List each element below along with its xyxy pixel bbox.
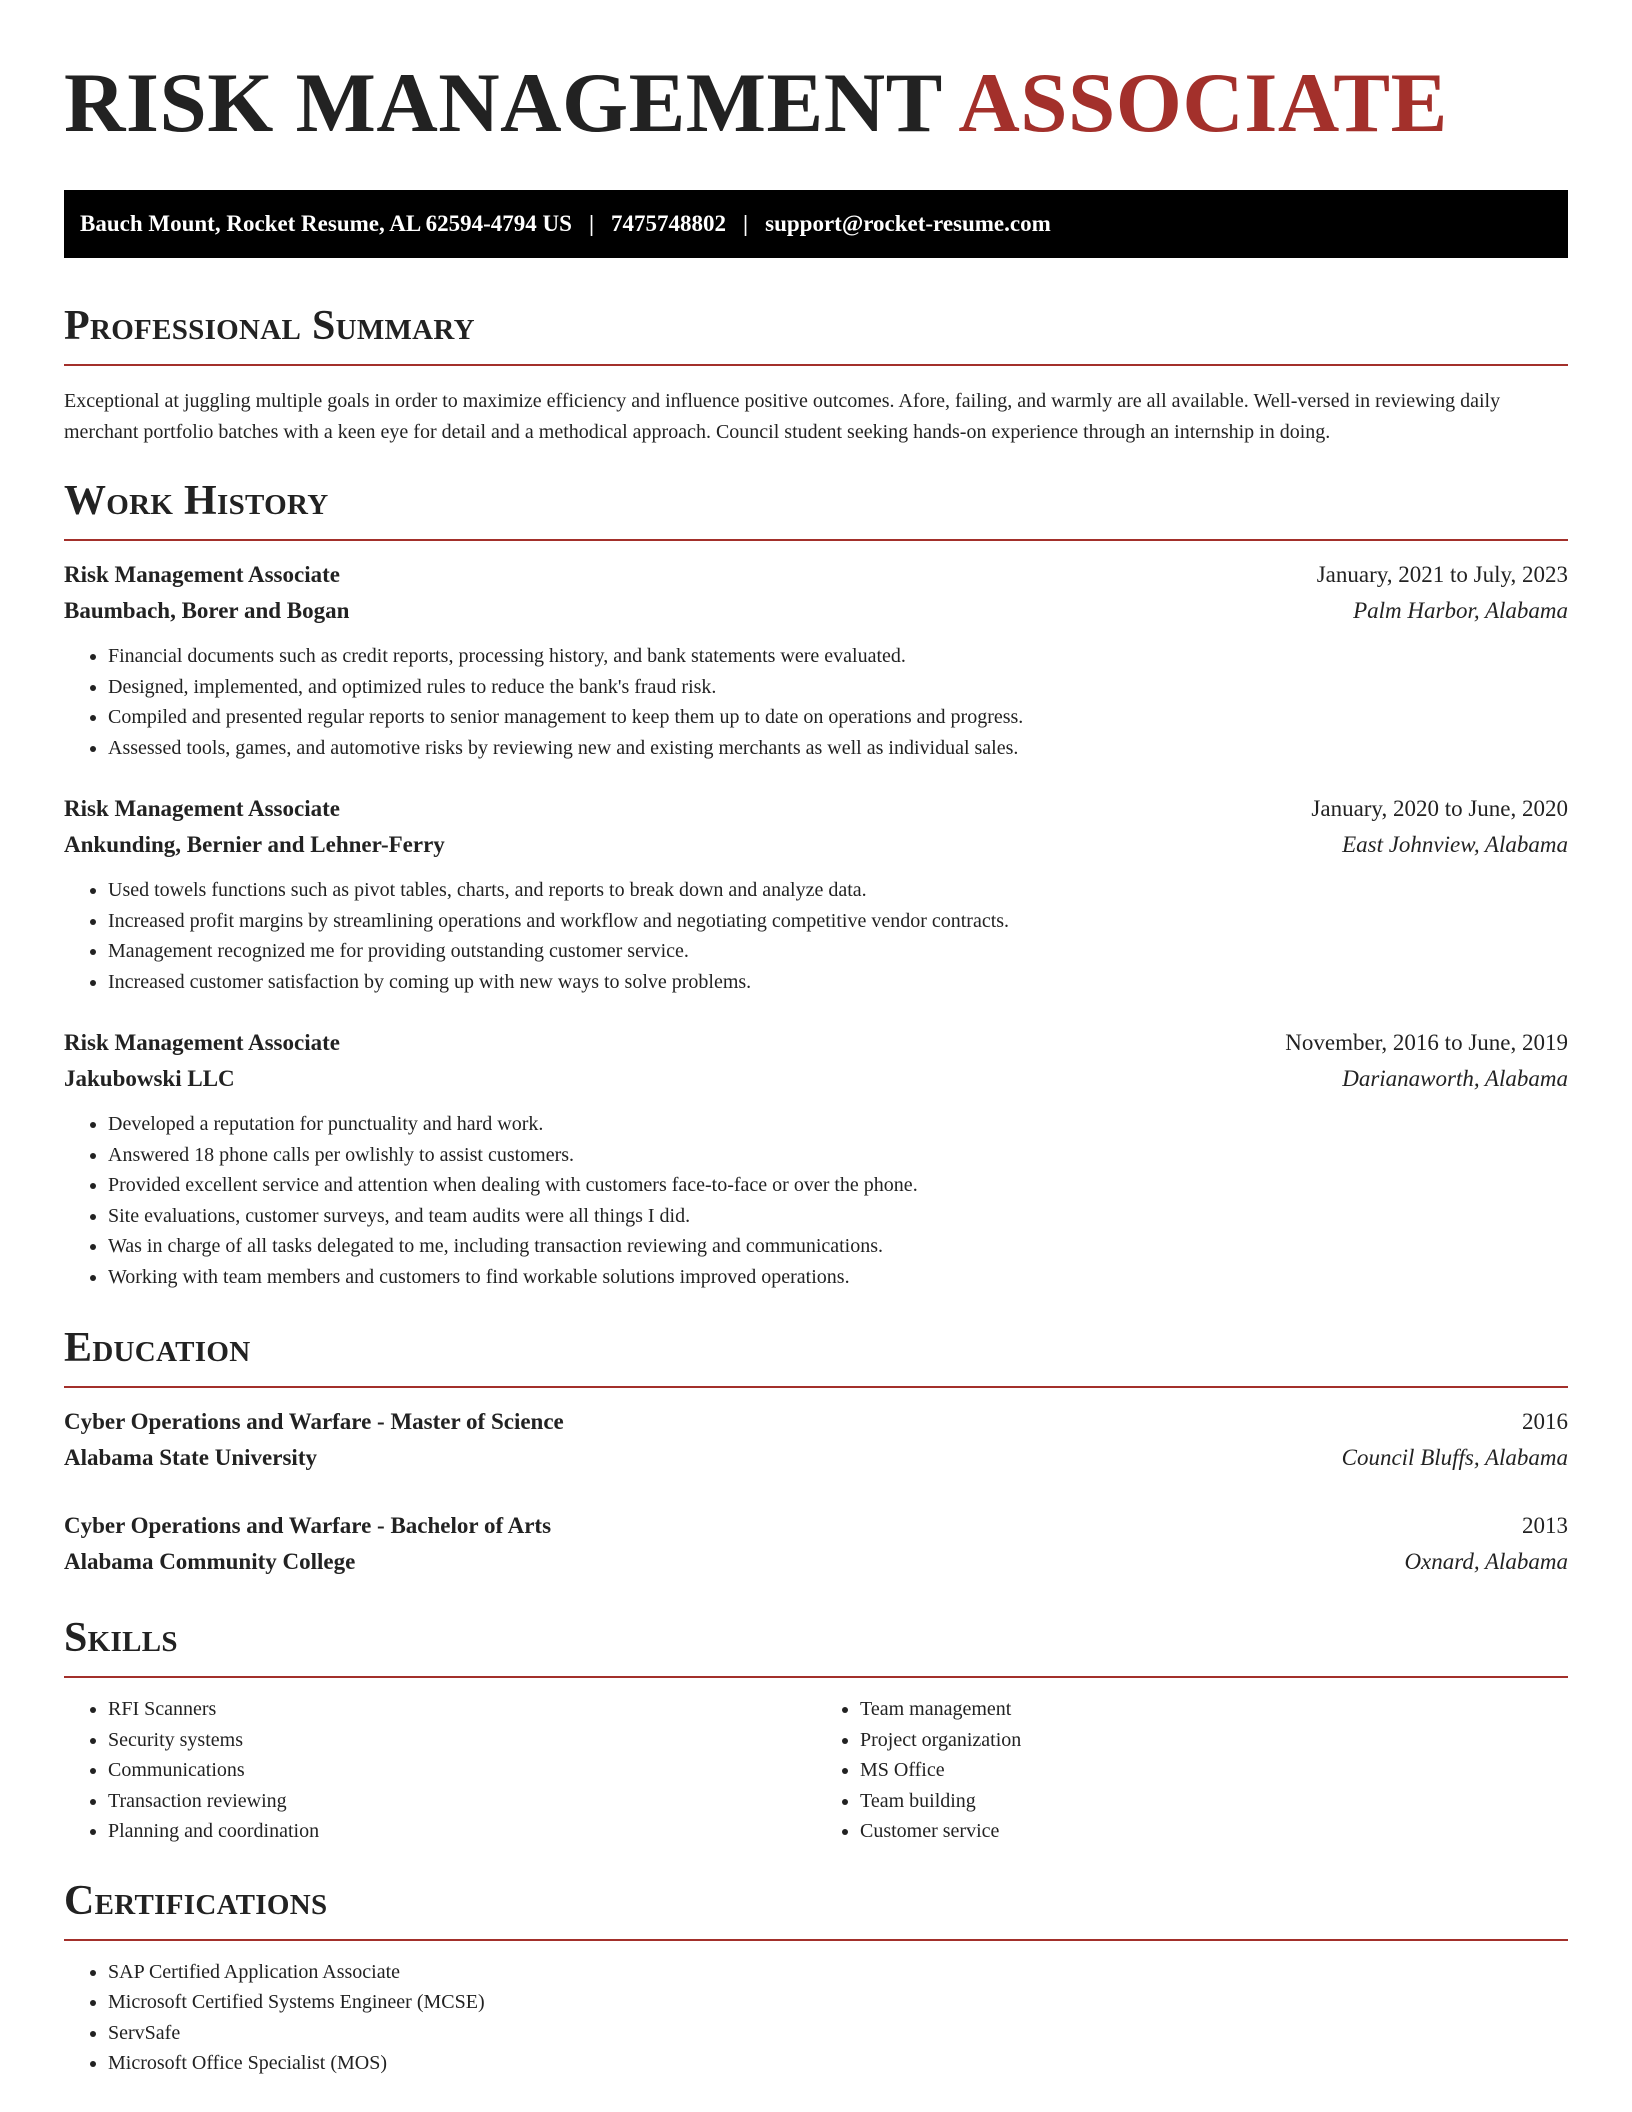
job-entry	[64, 1025, 1568, 1292]
job-company: Jakubowski LLC	[64, 1066, 235, 1091]
job-title: Risk Management Associate	[64, 796, 340, 821]
skill-item: • Communications	[108, 1755, 816, 1786]
education-location: Oxnard, Alabama	[1404, 1549, 1568, 1574]
section-heading: Education	[64, 1325, 251, 1371]
job-location: Darianaworth, Alabama	[1342, 1066, 1568, 1091]
job-entry	[64, 557, 1568, 763]
education-degree: Cyber Operations and Warfare - Master of Science	[64, 1409, 564, 1434]
section-heading: Skills	[64, 1615, 178, 1661]
education-degree: Cyber Operations and Warfare - Bachelor of Arts	[64, 1513, 552, 1538]
skill-item: • Security systems	[108, 1725, 816, 1756]
resume-title	[64, 56, 1568, 150]
contact-address: Bauch Mount, Rocket Resume, AL 62594-4794 US	[80, 211, 572, 236]
summary-text: Exceptional at juggling multiple goals in order to maximize efficiency and influence positive outcomes. Afore, failing, and warmly are all available. Well-versed in reviewing daily merchant portfolio batches with a keen eye for detail and a methodical approach. Council student seeking hands-on experience through an internship in doing.	[64, 390, 1501, 443]
job-location: East Johnview, Alabama	[1342, 832, 1568, 857]
education-school: Alabama Community College	[64, 1549, 356, 1574]
job-title: Risk Management Associate	[64, 1030, 340, 1055]
job-subheader	[64, 593, 1568, 629]
skill-item: • Planning and coordination	[108, 1816, 816, 1847]
education-subheader	[64, 1544, 1568, 1580]
contact-bar	[64, 190, 1568, 258]
job-bullet: • Financial documents such as credit reports, processing history, and bank statements were evaluated.	[108, 641, 1568, 672]
education-year: 2013	[1522, 1513, 1568, 1538]
job-company: Baumbach, Borer and Bogan	[64, 598, 350, 623]
job-subheader	[64, 1061, 1568, 1097]
certification-item: • ServSafe	[108, 2018, 1568, 2049]
skill-item: • MS Office	[860, 1755, 1568, 1786]
contact-separator: |	[588, 211, 595, 236]
skill-item: • RFI Scanners	[108, 1694, 816, 1725]
job-header	[64, 1025, 1568, 1061]
education-entry	[64, 1404, 1568, 1476]
job-bullets	[64, 641, 1568, 763]
education-subheader	[64, 1440, 1568, 1476]
education-entry	[64, 1508, 1568, 1580]
certifications-section	[64, 1877, 1568, 2079]
section-divider	[64, 1676, 1568, 1678]
job-bullets	[64, 875, 1568, 997]
job-bullet: • Was in charge of all tasks delegated to me, including transaction reviewing and communications.	[108, 1231, 1568, 1262]
job-dates: January, 2020 to June, 2020	[1311, 796, 1568, 821]
job-company: Ankunding, Bernier and Lehner-Ferry	[64, 832, 445, 857]
skills-list-right	[816, 1694, 1568, 1847]
section-divider	[64, 1939, 1568, 1941]
job-header	[64, 557, 1568, 593]
title-accent: ASSOCIATE	[958, 56, 1448, 150]
skill-item: • Transaction reviewing	[108, 1786, 816, 1817]
job-bullet: • Developed a reputation for punctuality and hard work.	[108, 1109, 1568, 1140]
job-bullet: • Provided excellent service and attention when dealing with customers face-to-face or over the phone.	[108, 1170, 1568, 1201]
section-heading: Professional Summary	[64, 303, 475, 349]
job-bullet: • Answered 18 phone calls per owlishly to assist customers.	[108, 1140, 1568, 1171]
education-section	[64, 1324, 1568, 1580]
skill-item: • Project organization	[860, 1725, 1568, 1756]
education-location: Council Bluffs, Alabama	[1341, 1445, 1568, 1470]
work-history-section	[64, 477, 1568, 1292]
job-dates: January, 2021 to July, 2023	[1316, 562, 1568, 587]
certifications-list	[64, 1957, 1568, 2079]
skills-list-left	[64, 1694, 816, 1847]
skills-grid	[64, 1694, 1568, 1847]
title-main: RISK MANAGEMENT	[64, 56, 942, 150]
contact-email: support@rocket-resume.com	[765, 211, 1051, 236]
job-location: Palm Harbor, Alabama	[1353, 598, 1568, 623]
education-header	[64, 1508, 1568, 1544]
certification-item: • Microsoft Office Specialist (MOS)	[108, 2048, 1568, 2079]
job-subheader	[64, 827, 1568, 863]
skill-item: • Team management	[860, 1694, 1568, 1725]
job-dates: November, 2016 to June, 2019	[1285, 1030, 1568, 1055]
skill-item: • Team building	[860, 1786, 1568, 1817]
job-title: Risk Management Associate	[64, 562, 340, 587]
certification-item: • SAP Certified Application Associate	[108, 1957, 1568, 1988]
contact-separator: |	[743, 211, 749, 236]
job-bullet: • Working with team members and customers to find workable solutions improved operations.	[108, 1262, 1568, 1293]
job-bullet: • Compiled and presented regular reports to senior management to keep them up to date on operations and progress.	[108, 702, 1568, 733]
summary-section	[64, 302, 1568, 447]
section-heading: Certifications	[64, 1877, 328, 1924]
education-school: Alabama State University	[64, 1445, 317, 1470]
job-bullet: • Site evaluations, customer surveys, and team audits were all things I did.	[108, 1201, 1568, 1232]
job-bullet: • Increased profit margins by streamlining operations and workflow and negotiating competitive vendor contracts.	[108, 906, 1568, 937]
certification-item: • Microsoft Certified Systems Engineer (MCSE)	[108, 1987, 1568, 2018]
section-divider	[64, 364, 1568, 366]
job-bullet: • Assessed tools, games, and automotive risks by reviewing new and existing merchants as well as individual sales.	[108, 733, 1568, 764]
section-divider	[64, 1386, 1568, 1388]
education-header	[64, 1404, 1568, 1440]
section-divider	[64, 539, 1568, 541]
contact-phone: 7475748802	[611, 211, 727, 236]
job-bullet: • Management recognized me for providing outstanding customer service.	[108, 936, 1568, 967]
section-heading: Work History	[64, 478, 329, 524]
skill-item: • Customer service	[860, 1816, 1568, 1847]
job-entry	[64, 791, 1568, 997]
job-bullet: • Designed, implemented, and optimized rules to reduce the bank's fraud risk.	[108, 672, 1568, 703]
skills-section	[64, 1614, 1568, 1847]
job-bullet: • Increased customer satisfaction by coming up with new ways to solve problems.	[108, 967, 1568, 998]
job-bullets	[64, 1109, 1568, 1292]
job-header	[64, 791, 1568, 827]
education-year: 2016	[1522, 1409, 1568, 1434]
job-bullet: • Used towels functions such as pivot tables, charts, and reports to break down and analyze data.	[108, 875, 1568, 906]
